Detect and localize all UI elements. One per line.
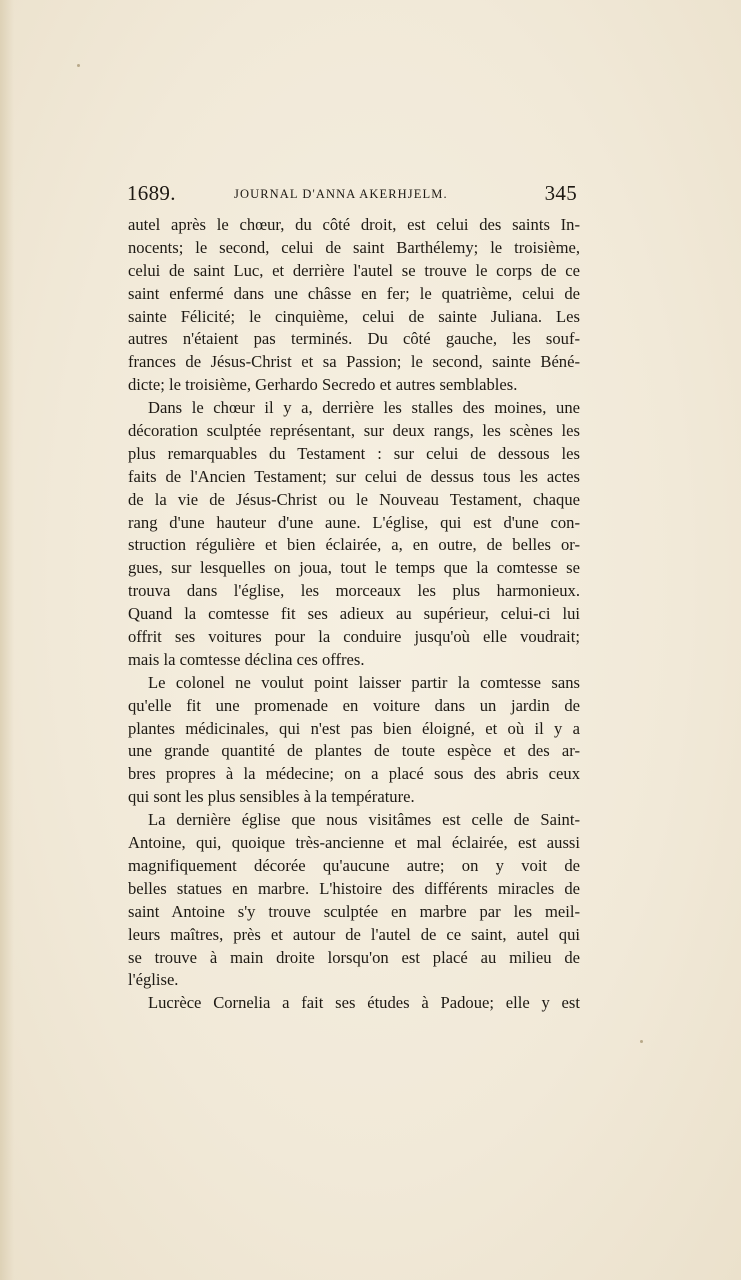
- body-text: [128, 214, 580, 1015]
- text-line: belles statues en marbre. L'histoire des différents miracles de: [128, 878, 580, 898]
- paragraph-start-line: La dernière église que nous visitâmes est celle de Saint-: [148, 810, 580, 830]
- text-line: gues, sur lesquelles on joua, tout le temps que la comtesse se: [128, 558, 580, 578]
- text-line: dicte; le troisième, Gerhardo Secredo et autres semblables.: [128, 375, 518, 395]
- text-line: décoration sculptée représentant, sur deux rangs, les scènes les: [128, 421, 580, 441]
- paragraph-start-line: Lucrèce Cornelia a fait ses études à Padoue; elle y est: [148, 993, 580, 1013]
- text-line: de la vie de Jésus-Christ ou le Nouveau Testament, chaque: [128, 489, 580, 509]
- paper-speck: [640, 1040, 643, 1043]
- page-header: [127, 181, 577, 209]
- text-line: saint Antoine s'y trouve sculptée en marbre par les meil-: [128, 901, 580, 921]
- page-number: 345: [544, 181, 577, 205]
- text-line: se trouve à main droite lorsqu'on est placé au milieu de: [128, 947, 580, 967]
- text-line: bres propres à la médecine; on a placé sous des abris ceux: [128, 764, 580, 784]
- text-line: autres n'étaient pas terminés. Du côté gauche, les souf-: [128, 329, 580, 349]
- text-line: Quand la comtesse fit ses adieux au supérieur, celui-ci lui: [128, 604, 580, 624]
- text-line: sainte Félicité; le cinquième, celui de sainte Juliana. Les: [128, 306, 580, 326]
- text-line: faits de l'Ancien Testament; sur celui de dessus tous les actes: [128, 466, 580, 486]
- text-line: une grande quantité de plantes de toute espèce et des ar-: [128, 741, 580, 761]
- text-line: Antoine, qui, quoique très-ancienne et mal éclairée, est aussi: [128, 833, 580, 853]
- text-line: plantes médicinales, qui n'est pas bien éloigné, et où il y a: [128, 718, 580, 738]
- text-line: qu'elle fit une promenade en voiture dans un jardin de: [128, 695, 580, 715]
- text-line: nocents; le second, celui de saint Barthélemy; le troisième,: [128, 237, 580, 257]
- text-line: mais la comtesse déclina ces offres.: [128, 649, 365, 669]
- text-line: autel après le chœur, du côté droit, est celui des saints In-: [128, 215, 580, 234]
- text-line: frances de Jésus-Christ et sa Passion; le second, sainte Béné-: [128, 352, 580, 372]
- running-title: JOURNAL D'ANNA AKERHJELM.: [234, 187, 448, 201]
- text-line: struction régulière et bien éclairée, a, en outre, de belles or-: [128, 535, 580, 555]
- text-line: offrit ses voitures pour la conduire jusqu'où elle voudrait;: [128, 627, 580, 647]
- paper-speck: [77, 64, 80, 67]
- text-line: l'église.: [128, 970, 179, 990]
- text-line: saint enfermé dans une châsse en fer; le quatrième, celui de: [128, 283, 580, 303]
- header-year: 1689.: [127, 181, 176, 205]
- text-line: plus remarquables du Testament : sur celui de dessous les: [128, 443, 580, 463]
- page-edge-shadow: [0, 0, 14, 1280]
- text-line: trouva dans l'église, les morceaux les plus harmonieux.: [128, 581, 580, 601]
- text-line: magnifiquement décorée qu'aucune autre; on y voit de: [128, 855, 580, 875]
- text-line: qui sont les plus sensibles à la température.: [128, 787, 415, 807]
- paragraph-start-line: Le colonel ne voulut point laisser partir la comtesse sans: [148, 672, 580, 692]
- text-line: celui de saint Luc, et derrière l'autel se trouve le corps de ce: [128, 260, 580, 280]
- text-line: leurs maîtres, près et autour de l'autel de ce saint, autel qui: [128, 924, 580, 944]
- text-line: rang d'une hauteur d'une aune. L'église, qui est d'une con-: [128, 512, 580, 532]
- paragraph-start-line: Dans le chœur il y a, derrière les stalles des moines, une: [148, 398, 580, 418]
